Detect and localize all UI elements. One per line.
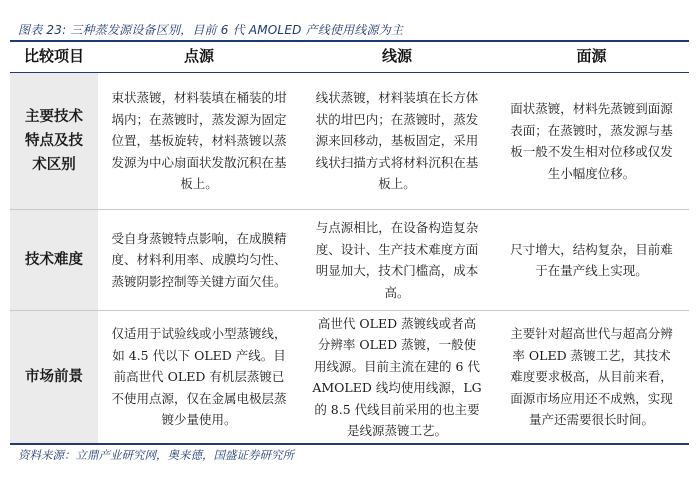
table-cell: 尺寸增大，结构复杂，目前难于在量产线上实现。 [510, 241, 673, 278]
row-label-cell [10, 311, 98, 443]
row-label: 技术难度 [25, 252, 83, 268]
table-cell: 主要针对超高世代与超高分辨率 OLED 蒸镀工艺，其技术难度要求极高，从目前来看，面源市场应用还不成熟，实现量产还需要很长时间。 [510, 326, 673, 428]
header-area-source: 面源 [576, 47, 607, 66]
table-row [10, 311, 689, 445]
table-cell: 仅适用于试验线或小型蒸镀线，如 4.5 代以下 OLED 产线。目前高世代 OLED 有机层蒸镀已不使用点源，仅在金属电极层蒸镀少量使用。 [111, 326, 287, 428]
source-note: 资料来源：立鼎产业研究网，奥来德，国盛证券研究所 [18, 448, 294, 462]
table-cell: 面状蒸镀，材料先蒸镀到面源表面；在蒸镀时，蒸发源与基板一般不发生相对位移或仅发生小幅度位移。 [510, 101, 673, 181]
row-label: 主要技术特点及技术区别 [25, 109, 83, 173]
table-header-row [10, 42, 689, 73]
comparison-table [10, 42, 689, 445]
table-row [10, 73, 689, 210]
table-cell: 高世代 OLED 蒸镀线或者高分辨率 OLED 蒸镀，一般使用线源。目前主流在建的 6 代 AMOLED 线均使用线源，LG 的 8.5 代线目前采用的也主要是线源蒸镀工艺。 [312, 315, 482, 438]
table-cell: 与点源相比，在设备构造复杂度、设计、生产技术难度方面明显加大，技术门槛高，成本高。 [315, 220, 479, 300]
header-line-source: 线源 [381, 47, 412, 66]
row-label: 市场前景 [25, 369, 83, 385]
table-cell: 束状蒸镀，材料装填在桶装的坩埚内；在蒸镀时，蒸发源为固定位置，基板旋转，材料蒸镀以蒸发源为中心扇面状发散沉积在基板上。 [111, 90, 287, 192]
table-cell: 线状蒸镀，材料装填在长方体状的坩巴内；在蒸镀时，蒸发源来回移动，基板固定，采用线状扫描方式将材料沉积在基板上。 [315, 90, 479, 192]
header-point-source: 点源 [183, 47, 214, 66]
row-label-cell [10, 73, 98, 209]
header-compare-item: 比较项目 [10, 42, 98, 72]
row-label-cell [10, 210, 98, 310]
figure-caption: 图表 23: 三种蒸发源设备区别，目前 6 代 AMOLED 产线使用线源为主 [18, 23, 404, 37]
table-row [10, 210, 689, 311]
table-cell: 受自身蒸镀特点影响，在成膜精度、材料利用率、成膜均匀性、蒸镀阴影控制等关键方面欠佳。 [111, 230, 287, 289]
